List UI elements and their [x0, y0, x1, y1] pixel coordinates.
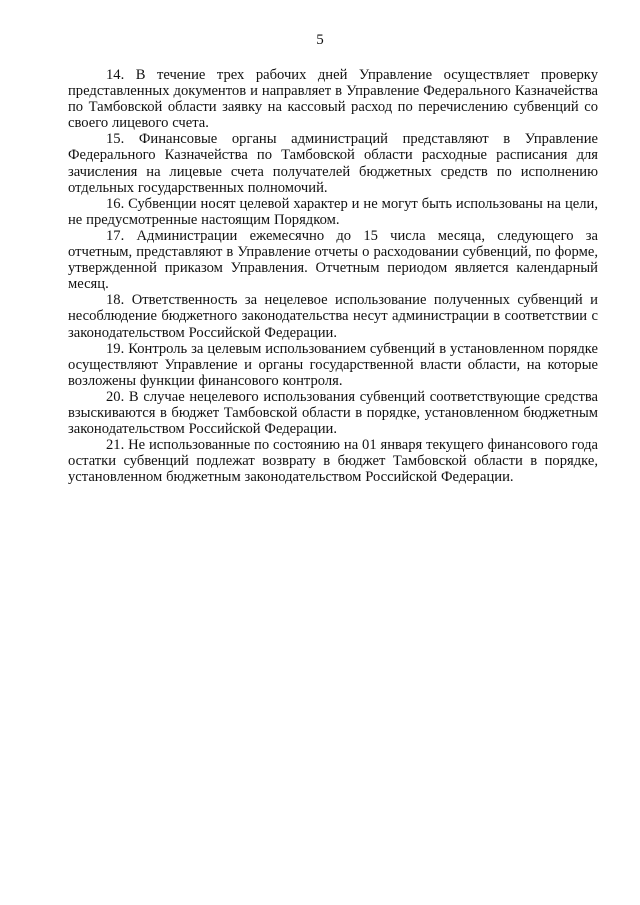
page-number: 5: [316, 32, 324, 48]
document-body: [68, 67, 598, 485]
paragraph-21: 21. Не использованные по состоянию на 01 января текущего финансового года остатки субвенций подлежат возврату в бюджет Тамбовской области в порядке, установленном бюджетным законодательством Российской Федерации.: [68, 437, 598, 486]
paragraph-16: 16. Субвенции носят целевой характер и не могут быть использованы на цели, не предусмотренные настоящим Порядком.: [68, 195, 598, 228]
paragraph-14: 14. В течение трех рабочих дней Управление осуществляет проверку представленных документов и направляет в Управление Федерального Казначейства по Тамбовской области заявку на кассовый расход по перечислению субвенций со своего лицевого счета.: [68, 67, 598, 132]
paragraph-19: 19. Контроль за целевым использованием субвенций в установленном порядке осуществляют Управление и органы государственной власти области, на которые возложены функции финансового контроля.: [68, 340, 598, 389]
paragraph-18: 18. Ответственность за нецелевое использование полученных субвенций и несоблюдение бюджетного законодательства несут администрации в соответствии с законодательством Российской Федерации.: [68, 292, 598, 341]
paragraph-20: 20. В случае нецелевого использования субвенций соответствующие средства взыскиваются в бюджет Тамбовской области в порядке, установленном бюджетным законодательством Российской Федерации.: [68, 388, 598, 438]
paragraph-15: 15. Финансовые органы администраций представляют в Управление Федерального Казначейства по Тамбовской области расходные расписания для зачисления на лицевые счета получателей бюджетных средств по исполнению отдельных государственных полномочий.: [68, 131, 598, 196]
paragraph-17: 17. Администрации ежемесячно до 15 числа месяца, следующего за отчетным, представляют в Управление отчеты о расходовании субвенций, по форме, утвержденной приказом Управления. Отчетным периодом является календарный месяц.: [68, 227, 598, 293]
